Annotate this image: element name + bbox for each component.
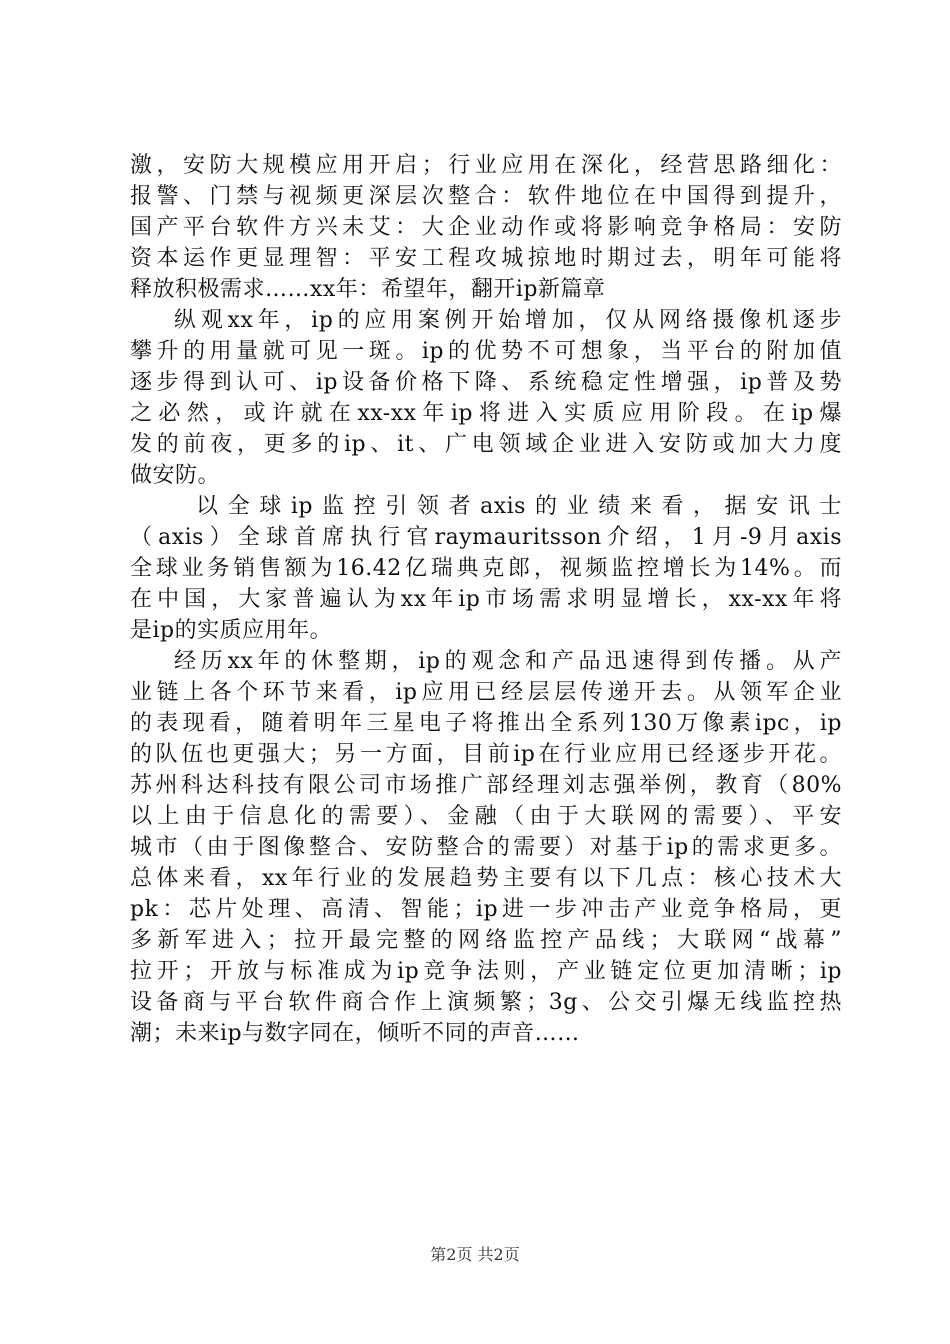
text-line: 是ip的实质应用年。: [130, 618, 333, 643]
text-line: pk：芯片处理、高清、智能；ip进一步冲击产业竞争格局，更: [130, 897, 842, 922]
paragraph-first-line: 纵观xx年，ip的应用案例开始增加，仅从网络摄像机逐步: [174, 308, 842, 333]
paragraph-first-line: 经历xx年的休整期，ip的观念和产品迅速得到传播。从产: [174, 649, 842, 674]
text-line: 逐步得到认可、ip设备价格下降、系统稳定性增强，ip普及势: [130, 370, 842, 395]
text-line: 业链上各个环节来看，ip应用已经层层传递开去。从领军企业: [130, 680, 842, 705]
text-line: 做安防。: [130, 463, 221, 488]
text-line: 全球业务销售额为16.42亿瑞典克郎，视频监控增长为14%。而: [130, 556, 842, 581]
text-line: 之必然，或许就在xx-xx年ip将进入实质应用阶段。在ip爆: [130, 401, 842, 426]
text-line: 资本运作更显理智：平安工程攻城掠地时期过去，明年可能将: [130, 246, 842, 271]
text-line: 苏州科达科技有限公司市场推广部经理刘志强举例，教育（80%: [130, 773, 842, 798]
text-line: 的表现看，随着明年三星电子将推出全系列130万像素ipc，ip: [130, 711, 842, 736]
text-line: 在中国，大家普遍认为xx年ip市场需求明显增长，xx-xx年将: [130, 587, 842, 612]
text-line: 城市（由于图像整合、安防整合的需要）对基于ip的需求更多。: [130, 835, 842, 860]
text-line: 多新军进入；拉开最完整的网络监控产品线；大联网“战幕”: [130, 928, 842, 953]
paragraph-first-line: 以全球ip监控引领者axis的业绩来看，据安讯士: [196, 494, 842, 519]
text-line: 总体来看，xx年行业的发展趋势主要有以下几点：核心技术大: [130, 866, 842, 891]
text-line: 国产平台软件方兴未艾：大企业动作或将影响竞争格局：安防: [130, 215, 842, 240]
text-line: 以上由于信息化的需要）、金融（由于大联网的需要）、平安: [130, 804, 842, 829]
text-line: 的队伍也更强大；另一方面，目前ip在行业应用已经逐步开花。: [130, 742, 842, 767]
text-line: 释放积极需求……xx年：希望年，翻开ip新篇章: [130, 277, 606, 302]
text-line: 激，安防大规模应用开启；行业应用在深化，经营思路细化：: [130, 153, 842, 178]
text-line: 设备商与平台软件商合作上演频繁；3g、公交引爆无线监控热: [130, 990, 842, 1015]
text-line: （axis）全球首席执行官raymauritsson介绍，1月-9月axis: [130, 525, 842, 550]
text-line: 拉开；开放与标准成为ip竞争法则，产业链定位更加清晰；ip: [130, 959, 842, 984]
text-line: 发的前夜，更多的ip、it、广电领域企业进入安防或加大力度: [130, 432, 842, 457]
document-body: [130, 150, 842, 1049]
text-line: 潮；未来ip与数字同在，倾听不同的声音……: [130, 1021, 580, 1046]
text-line: 攀升的用量就可见一斑。ip的优势不可想象，当平台的附加值: [130, 339, 842, 364]
page-number-footer: 第2页 共2页: [430, 1245, 520, 1264]
text-line: 报警、门禁与视频更深层次整合：软件地位在中国得到提升，: [130, 184, 842, 209]
